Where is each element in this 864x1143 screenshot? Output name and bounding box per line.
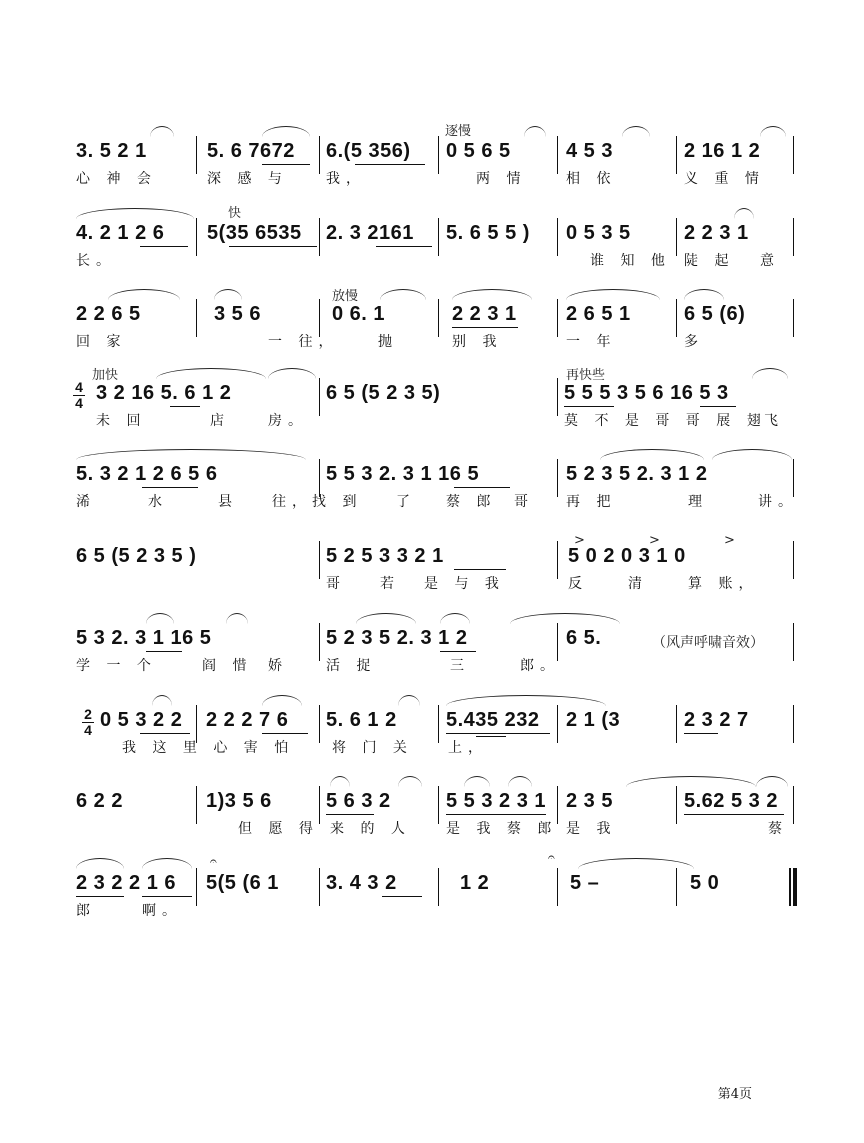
lyric-text: 意 [760, 253, 780, 269]
time-signature-bottom: 4 [75, 395, 83, 411]
beam-underline [452, 327, 518, 328]
lyric-text: 水 [148, 494, 168, 510]
lyric-text: 三 [450, 658, 470, 674]
lyrics-line [0, 168, 864, 188]
lyric-text: 是 我 蔡 郎 [446, 821, 558, 837]
lyric-text: 清 [628, 576, 648, 592]
time-signature-bottom: 4 [84, 722, 92, 738]
measure-notes: 6.(5 356) [326, 140, 411, 162]
measure-notes: 0 5 3 2 2 [100, 709, 183, 731]
lyric-text: 郎。 [520, 658, 560, 674]
measure-notes: 3. 4 3 2 [326, 872, 397, 894]
measure-notes: 4 5 3 [566, 140, 613, 162]
lyric-text: 反 [568, 576, 588, 592]
slur [152, 695, 172, 706]
lyrics-line [0, 491, 864, 511]
time-signature-top: 4 [75, 379, 83, 395]
lyric-text: 郎 [76, 903, 96, 919]
slur [684, 289, 724, 300]
lyric-text: 两 情 [476, 171, 527, 187]
beam-underline [146, 651, 182, 652]
lyric-text: 将 门 关 [332, 740, 413, 756]
lyric-text: 理 [688, 494, 708, 510]
measure-notes: 5. 3 2 1 2 6 5 6 [76, 463, 218, 485]
page-number: 第4页 [717, 1087, 752, 1102]
measure-notes: 2 2 3 1 [684, 222, 749, 244]
measure-notes: 5 2 3 5 2. 3 1 2 [326, 627, 468, 649]
lyrics-line [0, 900, 864, 920]
lyric-text: 飞 [764, 413, 784, 429]
measure-notes: 5 6 3 2 [326, 790, 391, 812]
slur [760, 126, 786, 137]
slur [76, 858, 124, 869]
measure-notes: 5. 6 1 2 [326, 709, 397, 731]
slur [508, 776, 532, 787]
beam-underline [140, 246, 188, 247]
measure-notes: 2 1 (3 [566, 709, 621, 731]
beam-underline [446, 733, 550, 734]
lyrics-line [0, 410, 864, 430]
slur [262, 695, 302, 706]
lyric-text: 我， [326, 171, 366, 187]
measure-notes: 5 0 2 0 3 1 0 [568, 545, 686, 567]
lyric-text: 义 重 情 [684, 171, 765, 187]
beam-underline [355, 164, 425, 165]
measure-notes: 5.435 232 [446, 709, 540, 731]
lyric-text: 陡 起 [684, 253, 735, 269]
measure-notes: 2 6 5 1 [566, 303, 631, 325]
score-system-3 [0, 283, 864, 353]
tempo-mark: 放慢 [332, 289, 359, 304]
slur [524, 126, 546, 137]
lyric-text: 往，找 到 [272, 494, 363, 510]
beam-underline [684, 733, 718, 734]
measure-notes: 5(5 (6 1 [206, 872, 279, 894]
score-system-4 [0, 362, 864, 432]
beam-underline [140, 733, 190, 734]
beam-underline [262, 164, 310, 165]
slur [446, 695, 606, 706]
measure-notes: 5. 6 5 5 ) [446, 222, 530, 244]
score-system-6 [0, 525, 864, 595]
measure-notes: 5 2 3 5 2. 3 1 2 [566, 463, 708, 485]
lyric-text: 啊。 [142, 903, 182, 919]
beam-underline [564, 406, 614, 407]
measure-notes: 4. 2 1 2 6 [76, 222, 165, 244]
beam-underline [142, 487, 198, 488]
tempo-mark: 再快些 [566, 368, 606, 383]
lyric-text: 上， [448, 740, 488, 756]
measure-notes: 5 0 [690, 872, 720, 894]
slur [566, 289, 660, 300]
slur [76, 208, 194, 219]
measure-notes: 5. 6 7672 [207, 140, 295, 162]
measure-notes: 2. 3 2161 [326, 222, 414, 244]
tempo-mark: 快 [228, 206, 242, 221]
lyric-text: 长。 [76, 253, 116, 269]
measure-notes: 5 5 5 3 5 6 16 5 3 [564, 382, 729, 404]
lyric-text: 抛 [378, 334, 398, 350]
slur [752, 368, 788, 379]
measure-notes: 2 2 2 7 6 [206, 709, 289, 731]
beam-underline [454, 487, 510, 488]
lyrics-line [0, 818, 864, 838]
slur [600, 449, 704, 460]
lyric-text: 未 回 [96, 413, 147, 429]
beam-underline [440, 651, 476, 652]
beam-underline [326, 814, 374, 815]
slur [226, 613, 248, 624]
slur [76, 449, 306, 460]
time-signature-top: 2 [84, 706, 92, 722]
lyric-text: 蔡 郎 [446, 494, 497, 510]
lyric-text: 学 一 个 [76, 658, 157, 674]
lyric-text: 是 与 我 [424, 576, 505, 592]
lyric-text: 娇 [268, 658, 288, 674]
slur [464, 776, 490, 787]
slur [734, 208, 754, 219]
measure-notes: 5 5 3 2 3 1 [446, 790, 547, 812]
measure-notes: 6 5 (5 2 3 5 ) [76, 545, 197, 567]
tempo-mark: 加快 [92, 368, 119, 383]
slur [452, 289, 532, 300]
measure-notes: 6 5. [566, 627, 602, 649]
lyric-text: 活 捉 [326, 658, 377, 674]
lyrics-line [0, 573, 864, 593]
slur [330, 776, 350, 787]
measure-notes: 2 2 6 5 [76, 303, 141, 325]
slur [268, 368, 316, 379]
lyric-text: 哥 [514, 494, 534, 510]
lyric-text: 了 [396, 494, 416, 510]
lyric-text: 我 这 里 心 害 怕 [122, 740, 295, 756]
lyrics-line [0, 737, 864, 757]
beam-underline [382, 896, 422, 897]
sound-effect-note: （风声呼啸音效） [652, 635, 764, 651]
slur [356, 613, 416, 624]
lyric-text: 若 [380, 576, 400, 592]
slur [398, 776, 422, 787]
lyrics-line [0, 331, 864, 351]
slur [398, 695, 420, 706]
measure-notes: 5 – [570, 872, 600, 894]
slur [156, 368, 266, 379]
beam-underline [170, 406, 200, 407]
measure-notes: 3 2 16 5. 6 1 2 [96, 382, 232, 404]
lyrics-line [0, 250, 864, 270]
measure-notes: 5 3 2. 3 1 16 5 [76, 627, 212, 649]
lyric-text: 算 账， [688, 576, 759, 592]
measure-notes: 5 5 3 2. 3 1 16 5 [326, 463, 480, 485]
lyric-text: 来 的 人 [330, 821, 411, 837]
lyric-text: 蔡 [768, 821, 788, 837]
score-system-10 [0, 852, 864, 922]
beam-underline [454, 569, 506, 570]
measure-notes: 5 2 5 3 3 2 1 [326, 545, 444, 567]
lyric-text: 一 往， [268, 334, 339, 350]
lyric-text: 一 年 [566, 334, 617, 350]
lyric-text: 相 依 [566, 171, 617, 187]
slur [440, 613, 470, 624]
measure-notes: 2 3 2 2 1 6 [76, 872, 177, 894]
lyric-text: 深 感 与 [207, 171, 288, 187]
lyric-text: 房。 [268, 413, 308, 429]
tempo-mark: 逐慢 [445, 124, 472, 139]
score-system-8 [0, 689, 864, 759]
measure-notes: 1 2 [460, 872, 490, 894]
measure-notes: 2 2 3 1 [452, 303, 517, 325]
slur [150, 126, 174, 137]
measure-notes: 0 6. 1 [332, 303, 386, 325]
slur [380, 289, 426, 300]
beam-underline [229, 246, 317, 247]
measure-notes: 3. 5 2 1 [76, 140, 147, 162]
slur [626, 776, 756, 787]
slur [578, 858, 694, 869]
measure-notes: 2 3 2 7 [684, 709, 749, 731]
measure-notes: 0 5 3 5 [566, 222, 631, 244]
lyric-text: 浠 [76, 494, 96, 510]
measure-notes: 6 2 2 [76, 790, 123, 812]
lyric-text: 再 把 [566, 494, 617, 510]
measure-notes: 5(35 6535 [207, 222, 302, 244]
lyric-text: 谁 知 他 [590, 253, 671, 269]
lyrics-line [0, 655, 864, 675]
score-system-5 [0, 443, 864, 513]
beam-underline [700, 406, 736, 407]
measure-notes: 6 5 (6) [684, 303, 746, 325]
fermata-icon: 𝄐 [210, 854, 217, 868]
measure-notes: 2 3 5 [566, 790, 613, 812]
slur [108, 289, 180, 300]
fermata-icon: 𝄐 [548, 850, 555, 864]
score-system-9 [0, 770, 864, 840]
lyric-text: 别 我 [452, 334, 503, 350]
lyric-text: 讲。 [758, 494, 798, 510]
slur [622, 126, 650, 137]
slur [756, 776, 788, 787]
measure-notes: 1)3 5 6 [206, 790, 272, 812]
beam-underline [684, 814, 784, 815]
lyric-text: 心 神 会 [76, 171, 157, 187]
slur [712, 449, 792, 460]
lyric-text: 莫 不 是 哥 哥 展 翅 [564, 413, 767, 429]
lyric-text: 是 我 [566, 821, 617, 837]
slur [510, 613, 620, 624]
score-system-2 [0, 202, 864, 272]
lyric-text: 哥 [326, 576, 346, 592]
slur [146, 613, 174, 624]
lyric-text: 多 [684, 334, 704, 350]
measure-notes: 0 5 6 5 [446, 140, 511, 162]
beam-underline [446, 814, 546, 815]
beam-underline [76, 896, 124, 897]
slur [214, 289, 242, 300]
measure-notes: 5.62 5 3 2 [684, 790, 778, 812]
lyric-text: 回 家 [76, 334, 127, 350]
beam-underline [142, 896, 192, 897]
score-system-7 [0, 607, 864, 677]
accent-marks: > > > [574, 533, 765, 548]
beam-underline [376, 246, 432, 247]
measure-notes: 6 5 (5 2 3 5) [326, 382, 441, 404]
measure-notes: 2 16 1 2 [684, 140, 761, 162]
lyric-text: 阎 惜 [202, 658, 253, 674]
beam-underline [262, 733, 308, 734]
lyric-text: 但 愿 得 [238, 821, 319, 837]
lyric-text: 店 [210, 413, 230, 429]
slur [142, 858, 192, 869]
score-system-1 [0, 120, 864, 190]
lyric-text: 县 [218, 494, 238, 510]
slur [262, 126, 310, 137]
measure-notes: 3 5 6 [214, 303, 261, 325]
